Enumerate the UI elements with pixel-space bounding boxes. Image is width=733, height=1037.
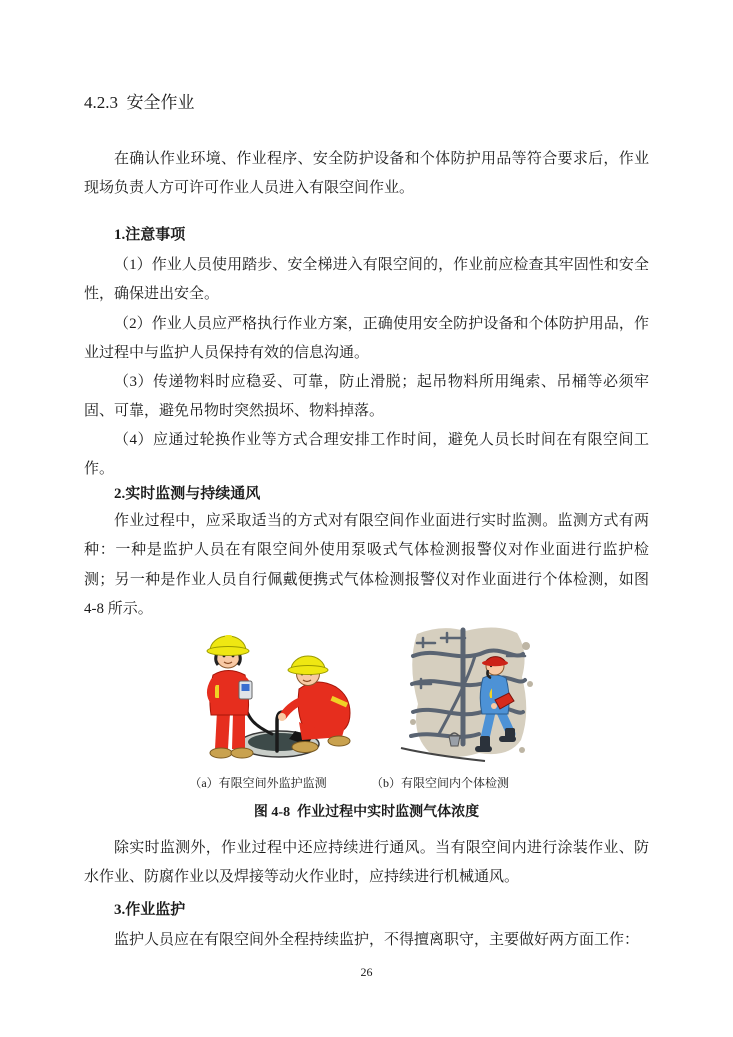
- note-item-2: （2）作业人员应严格执行作业方案，正确使用安全防护设备和个体防护用品，作业过程中与监护人员保持有效的信息沟通。: [84, 316, 649, 362]
- monitoring-paragraph: 作业过程中，应采取适当的方式对有限空间作业面进行实时监测。监测方式有两种：一种是监护人员在有限空间外使用泵吸式气体检测报警仪对作业面进行监护检测；另一种是作业人员自行佩戴便携式气体检测报警仪对作业面进行个体检测，如图 4-8 所示。: [84, 513, 649, 618]
- page-number: 26: [360, 965, 373, 979]
- hi-vis-stripe: [215, 685, 219, 698]
- figure-a-illustration: [187, 627, 363, 769]
- guard-paragraph: 监护人员应在有限空间外全程持续监护，不得擅离职守，主要做好两方面工作：: [114, 932, 640, 948]
- figure-b-illustration: [397, 622, 537, 772]
- section-heading: 4.2.3 安全作业: [84, 93, 195, 112]
- gas-detector-device: [239, 681, 252, 699]
- note-item-1: （1）作业人员使用踏步、安全梯进入有限空间的，作业前应检查其牢固性和安全性，确保进出安全。: [84, 257, 649, 303]
- safety-helmet: [207, 635, 249, 656]
- intro-paragraph: 在确认作业环境、作业程序、安全防护设备和个体防护用品等符合要求后，作业现场负责人方可许可作业人员进入有限空间作业。: [84, 151, 649, 197]
- notes-subheading: 1.注意事项: [114, 227, 186, 243]
- note-item-4: （4）应通过轮换作业等方式合理安排工作时间，避免人员长时间在有限空间工作。: [84, 432, 649, 478]
- safety-helmet: [288, 656, 328, 675]
- figure-title: 图 4-8 作业过程中实时监测气体浓度: [253, 805, 480, 820]
- monitoring-subheading: 2.实时监测与持续通风: [114, 486, 261, 502]
- ventilation-paragraph: 除实时监测外，作业过程中还应持续进行通风。当有限空间内进行涂装作业、防水作业、防腐作业以及焊接等动火作业时，应持续进行机械通风。: [84, 840, 649, 886]
- note-item-3: （3）传递物料时应稳妥、可靠，防止滑脱；起吊物料所用绳索、吊桶等必须牢固、可靠，避免吊物时突然损坏、物料掉落。: [84, 374, 649, 420]
- figure-a-caption: （a）有限空间外监护监测: [189, 776, 327, 790]
- guard-subheading: 3.作业监护: [114, 902, 186, 918]
- figure-b-caption: （b）有限空间内个体检测: [370, 776, 509, 790]
